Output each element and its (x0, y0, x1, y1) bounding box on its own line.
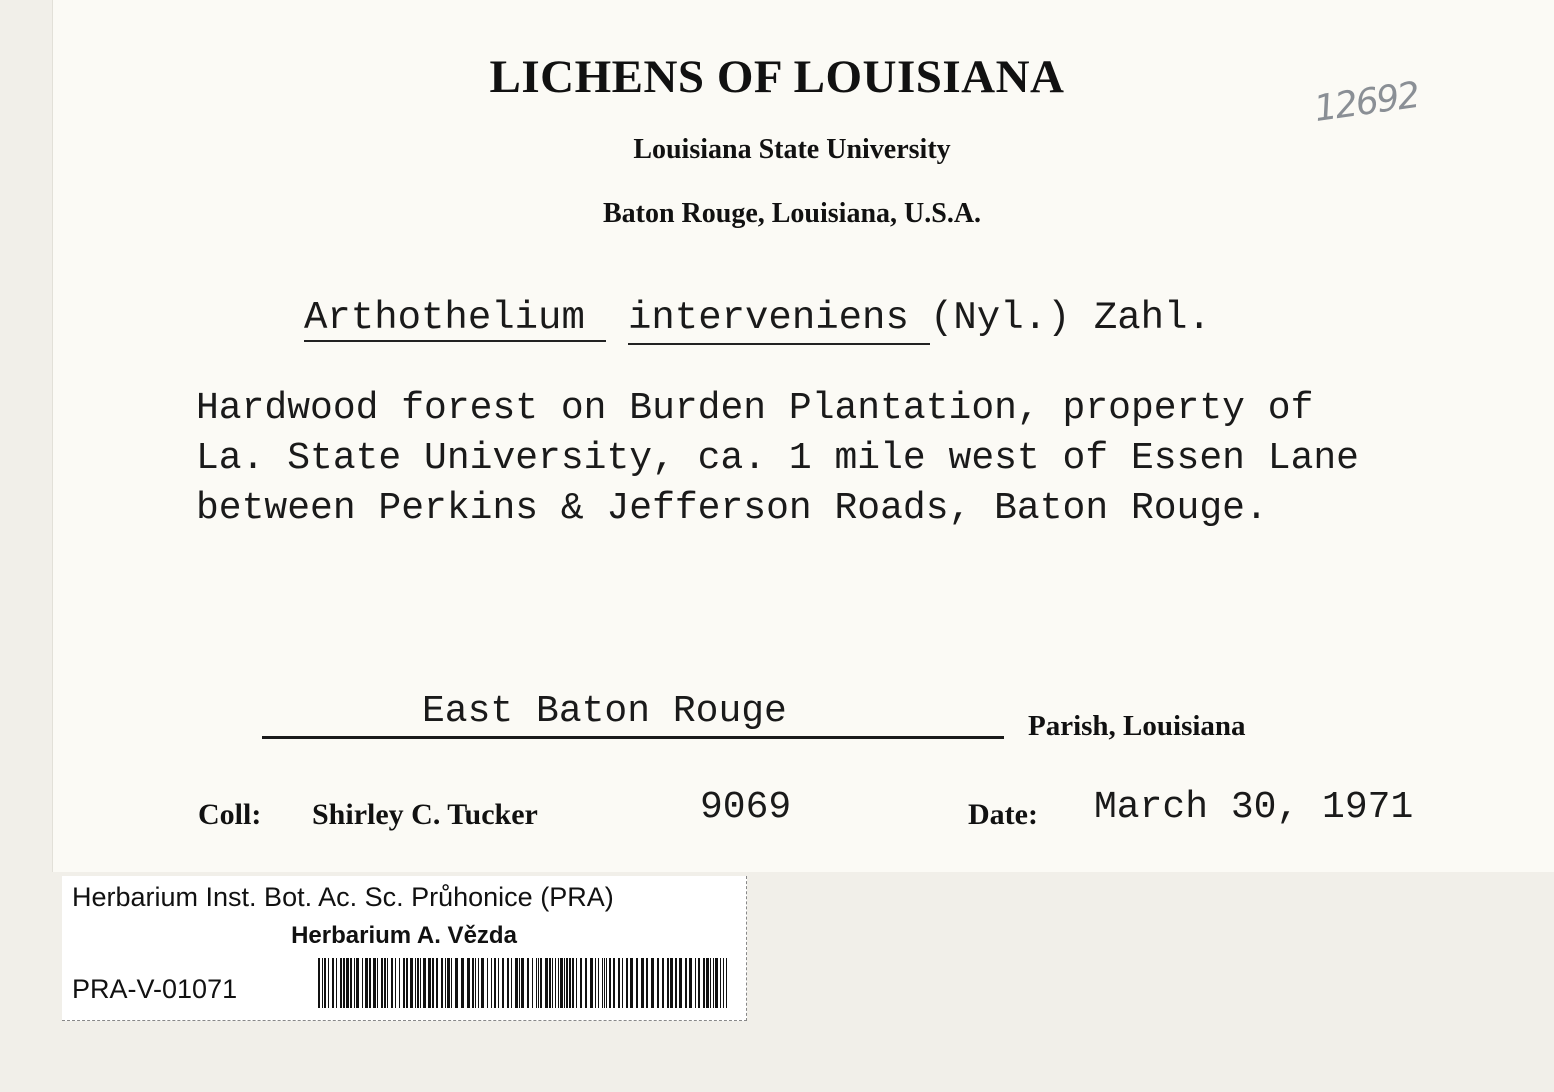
parish-name: East Baton Rouge (422, 690, 787, 733)
label-title: LICHENS OF LOUISIANA (489, 51, 1065, 103)
date-label: Date: (968, 798, 1038, 831)
collector-name: Shirley C. Tucker (312, 798, 538, 831)
parish-label: Parish, Louisiana (1028, 710, 1246, 742)
institution-name: Louisiana State University (633, 134, 951, 165)
taxon-genus: Arthothelium (304, 296, 585, 340)
institution-city: Baton Rouge, Louisiana, U.S.A. (602, 198, 982, 229)
taxon-epithet: interveniens (628, 296, 909, 340)
handwritten-accession-number: 12692 (1311, 74, 1421, 131)
herbarium-code: PRA-V-01071 (72, 974, 238, 1004)
locality-line: between Perkins & Jefferson Roads, Baton Rouge. (196, 487, 1268, 530)
barcode (318, 958, 732, 1008)
herbarium-collection: Herbarium A. Vězda (291, 922, 517, 949)
locality-text (196, 384, 1359, 534)
parish-underline (262, 736, 1004, 739)
collector-label: Coll: (198, 798, 262, 831)
genus-underline (304, 340, 606, 342)
locality-line: La. State University, ca. 1 mile west of Essen Lane (196, 437, 1359, 480)
taxon-author: (Nyl.) Zahl. (930, 296, 1211, 340)
locality-line: Hardwood forest on Burden Plantation, property of (196, 387, 1314, 430)
herbarium-institution: Herbarium Inst. Bot. Ac. Sc. Průhonice (PRA) (72, 882, 614, 912)
collection-number: 9069 (700, 786, 792, 829)
epithet-underline (628, 343, 930, 345)
herbarium-sticker (62, 876, 747, 1021)
collection-date: March 30, 1971 (1094, 786, 1414, 829)
